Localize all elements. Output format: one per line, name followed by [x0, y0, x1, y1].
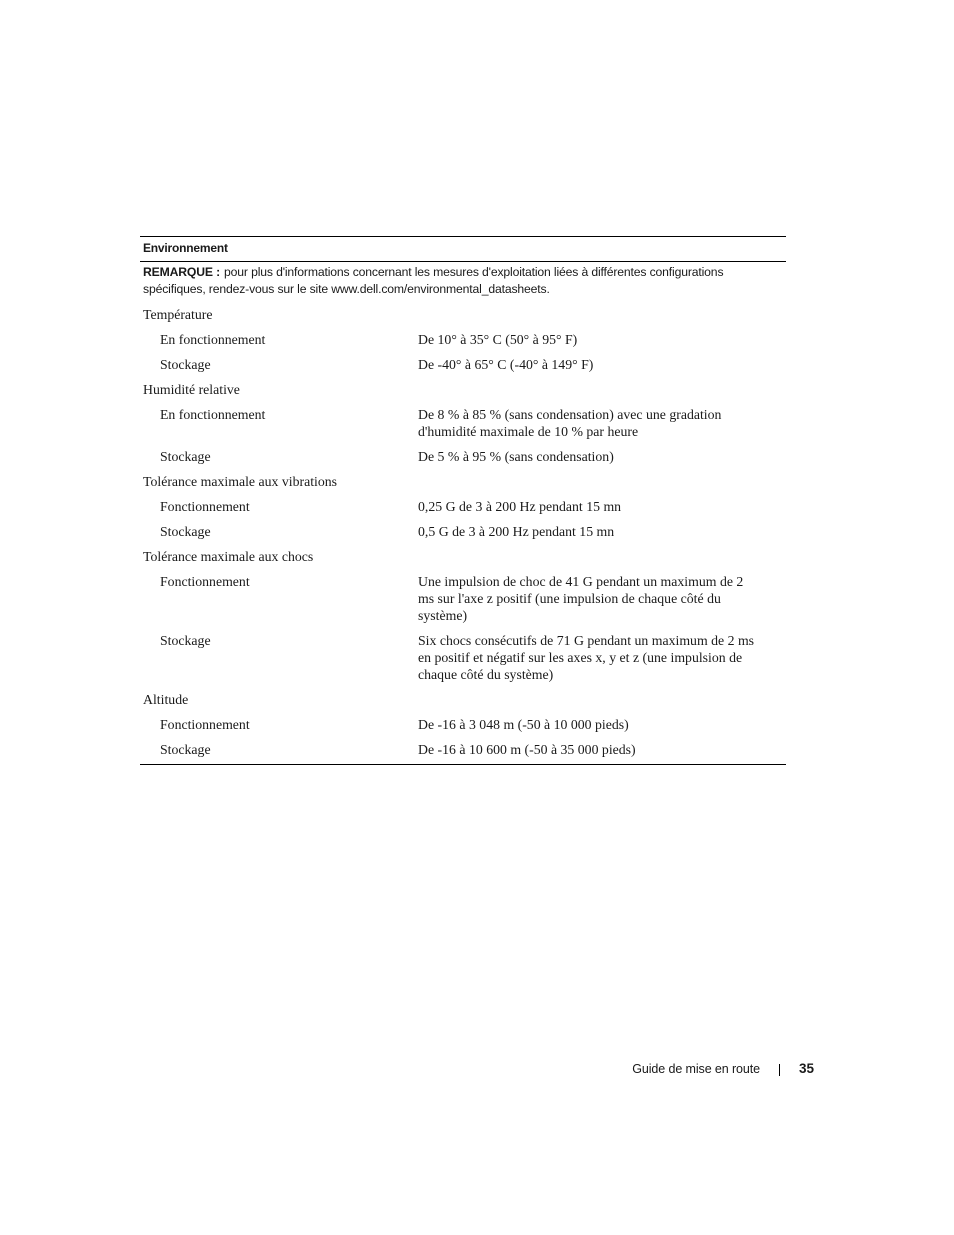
table-row — [140, 444, 786, 469]
row-value: 0,25 G de 3 à 200 Hz pendant 15 mn — [418, 499, 622, 514]
row-label: Stockage — [160, 357, 211, 372]
note-text: pour plus d'informations concernant les mesures d'exploitation liées à différentes configurations spécifiques, rendez-vous sur le site www.dell.com/environmental_datasheets. — [143, 265, 724, 296]
row-value: 0,5 G de 3 à 200 Hz pendant 15 mn — [418, 524, 615, 539]
row-label: Stockage — [160, 742, 211, 757]
table-row — [140, 628, 786, 687]
row-value: Six chocs consécutifs de 71 G pendant un maximum de 2 ms en positif et négatif sur les axes x, y et z (une impulsion de chaque côté du système) — [418, 633, 755, 682]
row-value: De 5 % à 95 % (sans condensation) — [418, 449, 614, 464]
section-title-humidity: Humidité relative — [143, 382, 240, 397]
row-label: Stockage — [160, 524, 211, 539]
section-title-shock: Tolérance maximale aux chocs — [143, 549, 314, 564]
section-title-temperature: Température — [143, 307, 213, 322]
row-value: De -16 à 3 048 m (-50 à 10 000 pieds) — [418, 717, 629, 732]
row-value: De -40° à 65° C (-40° à 149° F) — [418, 357, 594, 372]
section-title-vibration: Tolérance maximale aux vibrations — [143, 474, 338, 489]
row-value: De 8 % à 85 % (sans condensation) avec une gradation d'humidité maximale de 10 % par heure — [418, 407, 722, 439]
table-row — [140, 352, 786, 377]
row-label: En fonctionnement — [160, 407, 266, 422]
row-label: Stockage — [160, 449, 211, 464]
table-row — [140, 737, 786, 762]
row-label: Fonctionnement — [160, 574, 250, 589]
environment-spec-table — [140, 236, 786, 765]
footer-separator — [779, 1064, 780, 1076]
row-label: Stockage — [160, 633, 211, 648]
row-value: Une impulsion de choc de 41 G pendant un maximum de 2 ms sur l'axe z positif (une impulsion de chaque côté du système) — [418, 574, 744, 623]
row-label: En fonctionnement — [160, 332, 266, 347]
footer-guide-title: Guide de mise en route — [632, 1062, 760, 1076]
table-row — [140, 402, 786, 444]
table-row — [140, 519, 786, 544]
table-header: Environnement — [140, 237, 786, 262]
table-row — [140, 569, 786, 628]
page-number: 35 — [799, 1061, 815, 1076]
row-label: Fonctionnement — [160, 717, 250, 732]
row-value: De -16 à 10 600 m (-50 à 35 000 pieds) — [418, 742, 636, 757]
table-row — [140, 327, 786, 352]
page-footer — [0, 1061, 954, 1081]
table-row — [140, 712, 786, 737]
note — [140, 262, 786, 302]
row-label: Fonctionnement — [160, 499, 250, 514]
row-value: De 10° à 35° C (50° à 95° F) — [418, 332, 578, 347]
table-row — [140, 494, 786, 519]
section-title-altitude: Altitude — [143, 692, 189, 707]
note-label: REMARQUE : — [143, 265, 221, 279]
